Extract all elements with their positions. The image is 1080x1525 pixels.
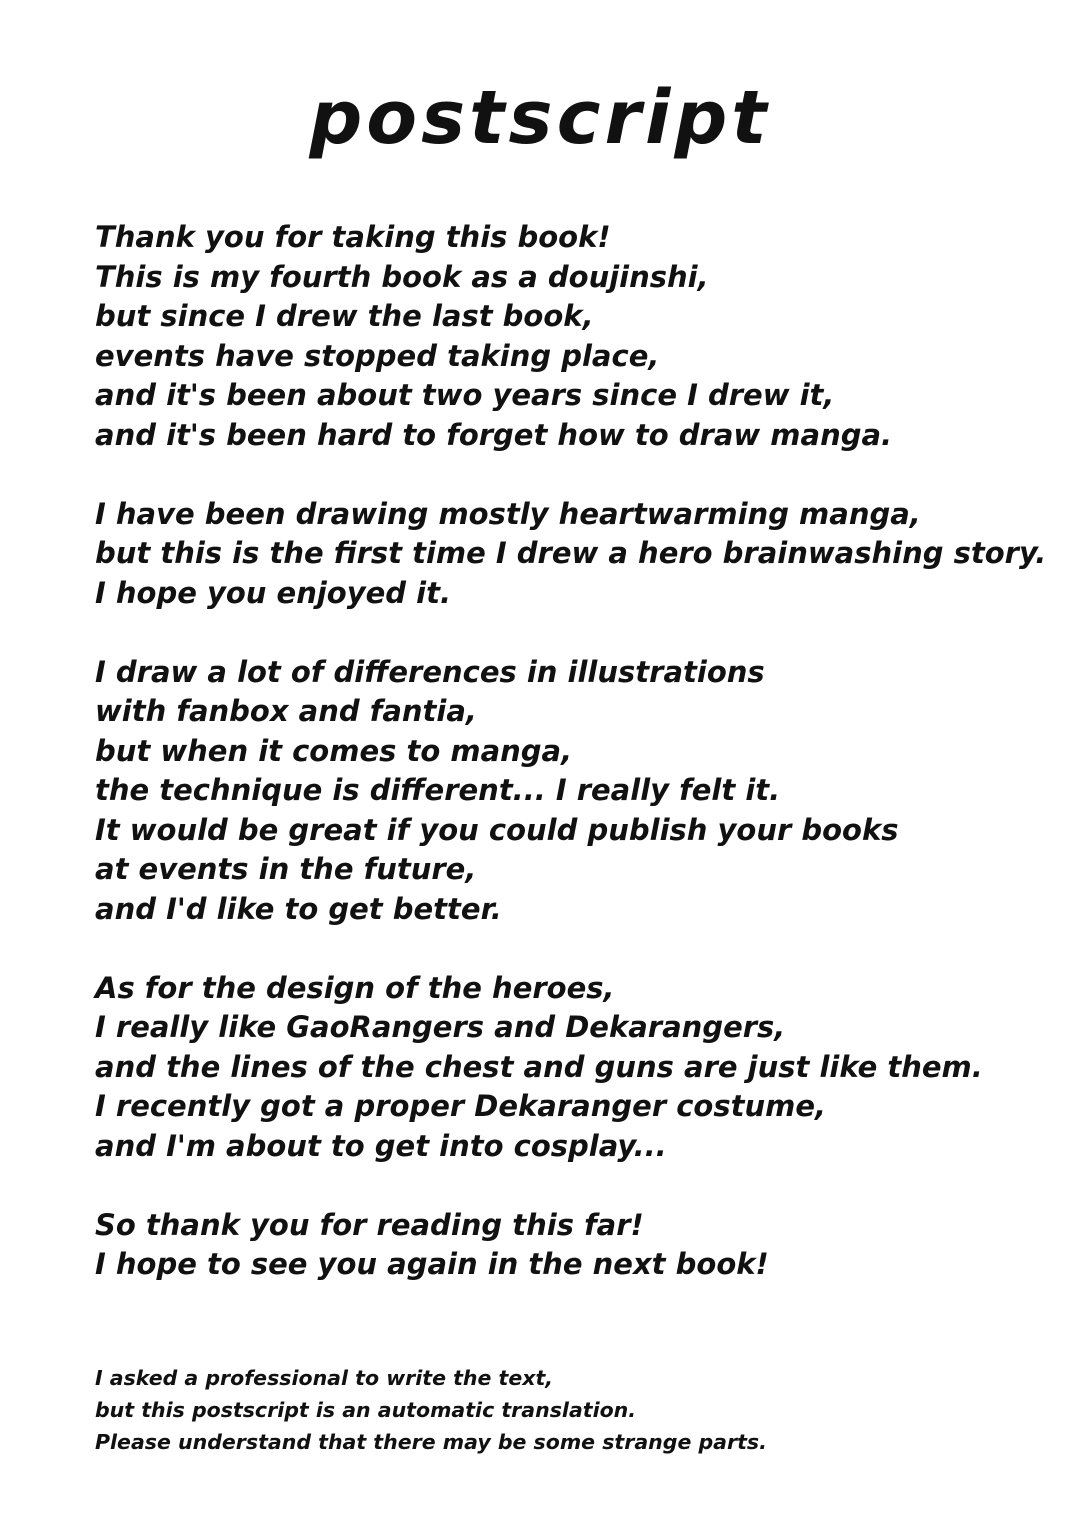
translation-note <box>95 1362 995 1458</box>
text-line: events have stopped taking place, <box>95 338 660 373</box>
text-line: I really like GaoRangers and Dekarangers, <box>95 1010 786 1044</box>
postscript-body <box>95 218 1060 1324</box>
note-line: but this postscript is an automatic translation. <box>95 1398 637 1422</box>
paragraph-story <box>95 495 1060 614</box>
text-line: with fanbox and fantia, <box>95 694 477 728</box>
text-line: but since I drew the last book, <box>95 299 594 333</box>
text-line: and the lines of the chest and guns are just like them. <box>95 1049 983 1084</box>
text-line: So thank you for reading this far! <box>95 1207 644 1242</box>
text-line: I recently got a proper Dekaranger costume, <box>95 1089 827 1123</box>
text-line: and I'd like to get better. <box>95 891 502 926</box>
text-line: I draw a lot of differences in illustrations <box>95 654 765 689</box>
note-line: Please understand that there may be some strange parts. <box>95 1430 767 1454</box>
paragraph-closing <box>95 1206 1060 1285</box>
text-line: This is my fourth book as a doujinshi, <box>95 259 709 294</box>
text-line: but this is the first time I drew a hero brainwashing story. <box>95 536 1047 570</box>
text-line: and it's been about two years since I drew it, <box>95 378 835 412</box>
paragraph-hero-design <box>95 969 1060 1167</box>
text-line: at events in the future, <box>95 852 477 886</box>
paragraph-technique <box>95 653 1060 930</box>
paragraph-thanks <box>95 218 1060 455</box>
text-line: I hope you enjoyed it. <box>95 575 451 610</box>
text-line: It would be great if you could publish your books <box>95 812 899 847</box>
text-line: the technique is different... I really felt it. <box>95 773 781 807</box>
page-title: postscript <box>309 75 771 161</box>
text-line: As for the design of the heroes, <box>95 970 615 1005</box>
text-line: and I'm about to get into cosplay... <box>95 1128 667 1163</box>
text-line: Thank you for taking this book! <box>95 220 611 254</box>
text-line: I have been drawing mostly heartwarming manga, <box>95 496 921 531</box>
text-line: and it's been hard to forget how to draw manga. <box>95 417 893 452</box>
text-line: I hope to see you again in the next book! <box>95 1247 769 1281</box>
note-line: I asked a professional to write the text, <box>95 1366 554 1390</box>
text-line: but when it comes to manga, <box>95 733 573 768</box>
